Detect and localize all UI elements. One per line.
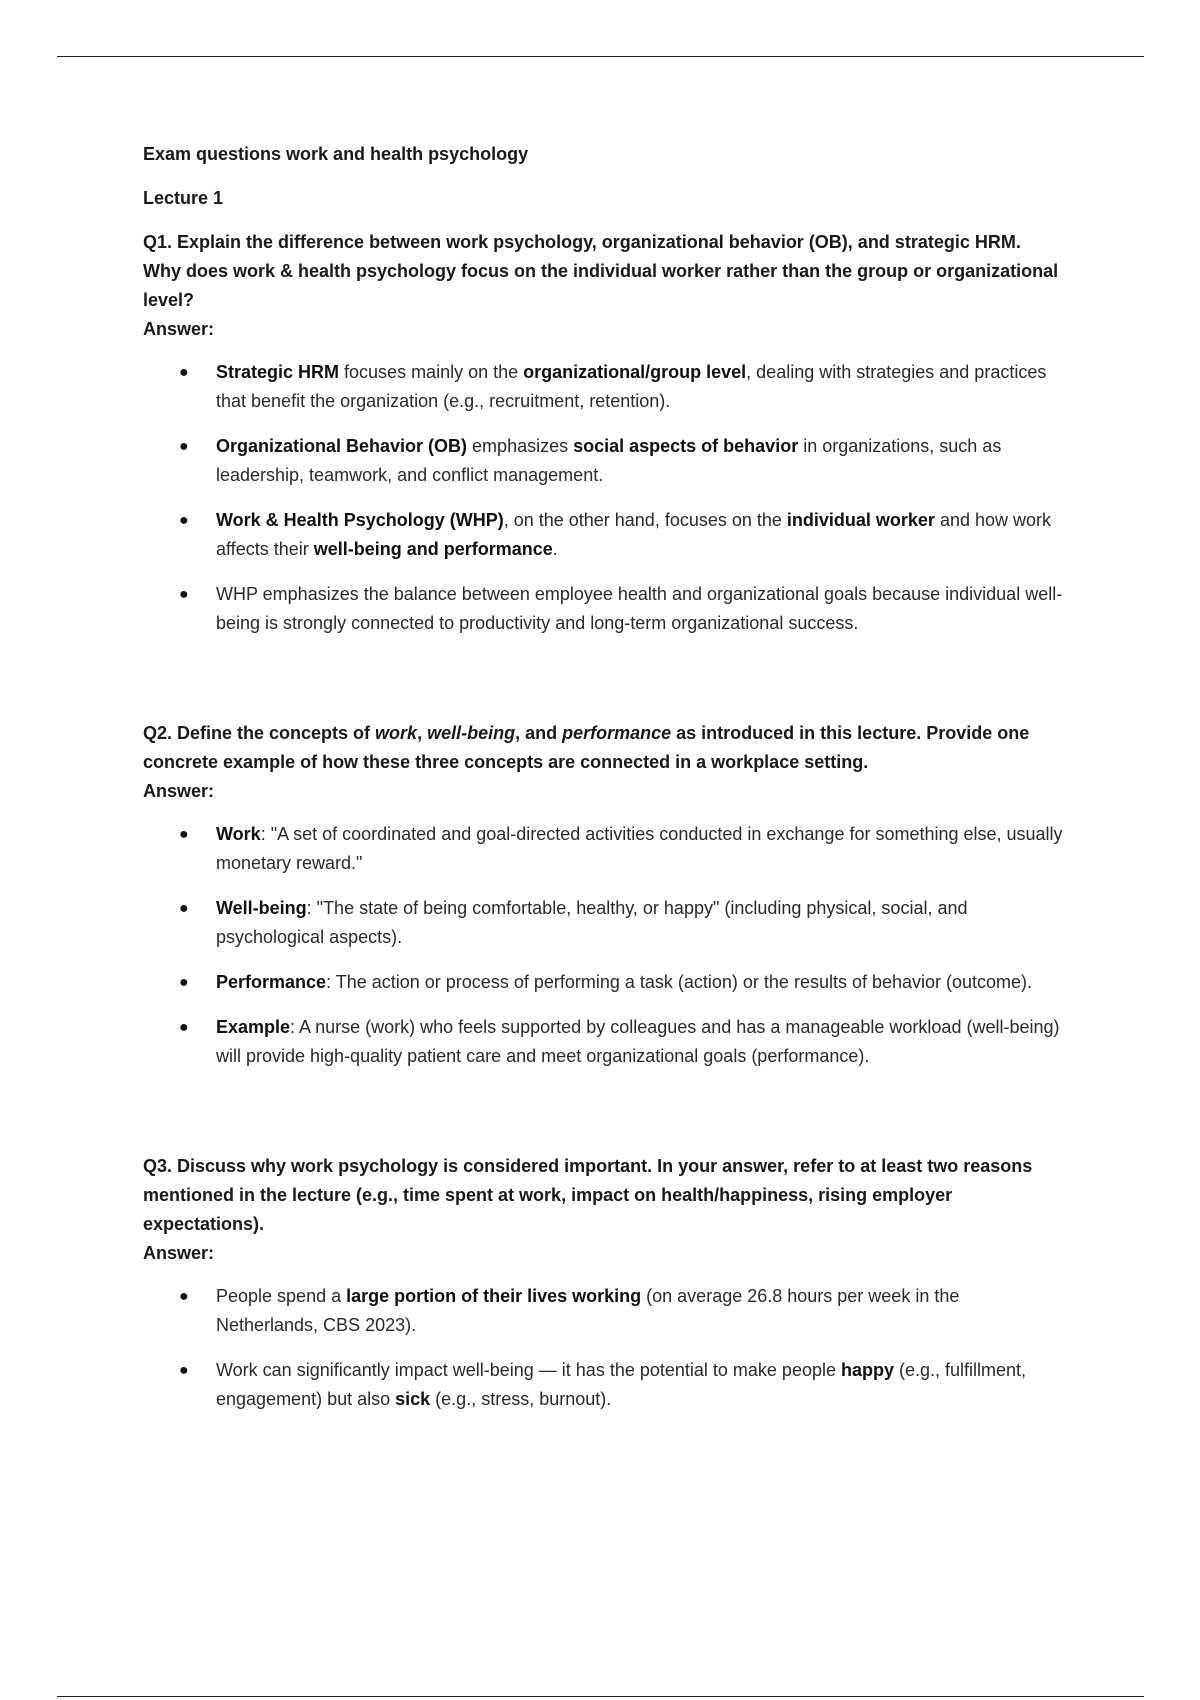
bullet-icon: ●: [179, 586, 189, 603]
bullet-icon: ●: [179, 364, 189, 381]
answer-list-2: [143, 820, 1063, 1071]
bullet-icon: ●: [179, 974, 189, 991]
list-item: ● Work & Health Psychology (WHP), on the other hand, focuses on the individual worker and how work affects their well-being and performance.: [143, 506, 1063, 564]
bullet-icon: ●: [179, 900, 189, 917]
answer-list-1: [143, 358, 1063, 638]
answer-list-3: [143, 1282, 1063, 1414]
question-3: Q3. Discuss why work psychology is considered important. In your answer, refer to at least two reasons mentioned in the lecture (e.g., time spent at work, impact on health/happiness, rising employer expectations).: [143, 1156, 1033, 1234]
document-title: Exam questions work and health psychology: [143, 144, 529, 164]
list-item: ● Strategic HRM focuses mainly on the organizational/group level, dealing with strategies and practices that benefit the organization (e.g., recruitment, retention).: [143, 358, 1063, 416]
lecture-heading: Lecture 1: [143, 188, 224, 208]
list-item: ● People spend a large portion of their lives working (on average 26.8 hours per week in the Netherlands, CBS 2023).: [143, 1282, 1063, 1340]
bullet-icon: ●: [179, 1288, 189, 1305]
answer-label-1: Answer:: [143, 319, 215, 339]
list-item: ● Organizational Behavior (OB) emphasizes social aspects of behavior in organizations, such as leadership, teamwork, and conflict management.: [143, 432, 1063, 490]
question-1: Q1. Explain the difference between work psychology, organizational behavior (OB), and strategic HRM. Why does work & health psychology focus on the individual worker rather than the group or organizational level?: [143, 232, 1059, 310]
bullet-icon: ●: [179, 512, 189, 529]
bullet-icon: ●: [179, 826, 189, 843]
bullet-icon: ●: [179, 1362, 189, 1379]
bullet-icon: ●: [179, 1019, 189, 1036]
list-item: ● Well-being: "The state of being comfortable, healthy, or happy" (including physical, social, and psychological aspects).: [143, 894, 1063, 952]
footer-rule: [57, 1696, 1144, 1697]
header-rule: [57, 56, 1144, 57]
list-item: ● WHP emphasizes the balance between employee health and organizational goals because individual well-being is strongly connected to productivity and long-term organizational success.: [143, 580, 1063, 638]
answer-label-3: Answer:: [143, 1243, 215, 1263]
bullet-icon: ●: [179, 438, 189, 455]
list-item: ● Example: A nurse (work) who feels supported by colleagues and has a manageable workload (well-being) will provide high-quality patient care and meet organizational goals (performance).: [143, 1013, 1063, 1071]
list-item: ● Work can significantly impact well-being — it has the potential to make people happy (e.g., fulfillment, engagement) but also sick (e.g., stress, burnout).: [143, 1356, 1063, 1414]
question-2: Q2. Define the concepts of work, well-being, and performance as introduced in this lecture. Provide one concrete example of how these three concepts are connected in a workplace setting.: [143, 723, 1030, 772]
list-item: ● Work: "A set of coordinated and goal-directed activities conducted in exchange for something else, usually monetary reward.": [143, 820, 1063, 878]
list-item: ● Performance: The action or process of performing a task (action) or the results of behavior (outcome).: [143, 968, 1063, 997]
answer-label-2: Answer:: [143, 781, 215, 801]
document-body: [143, 140, 1063, 1430]
